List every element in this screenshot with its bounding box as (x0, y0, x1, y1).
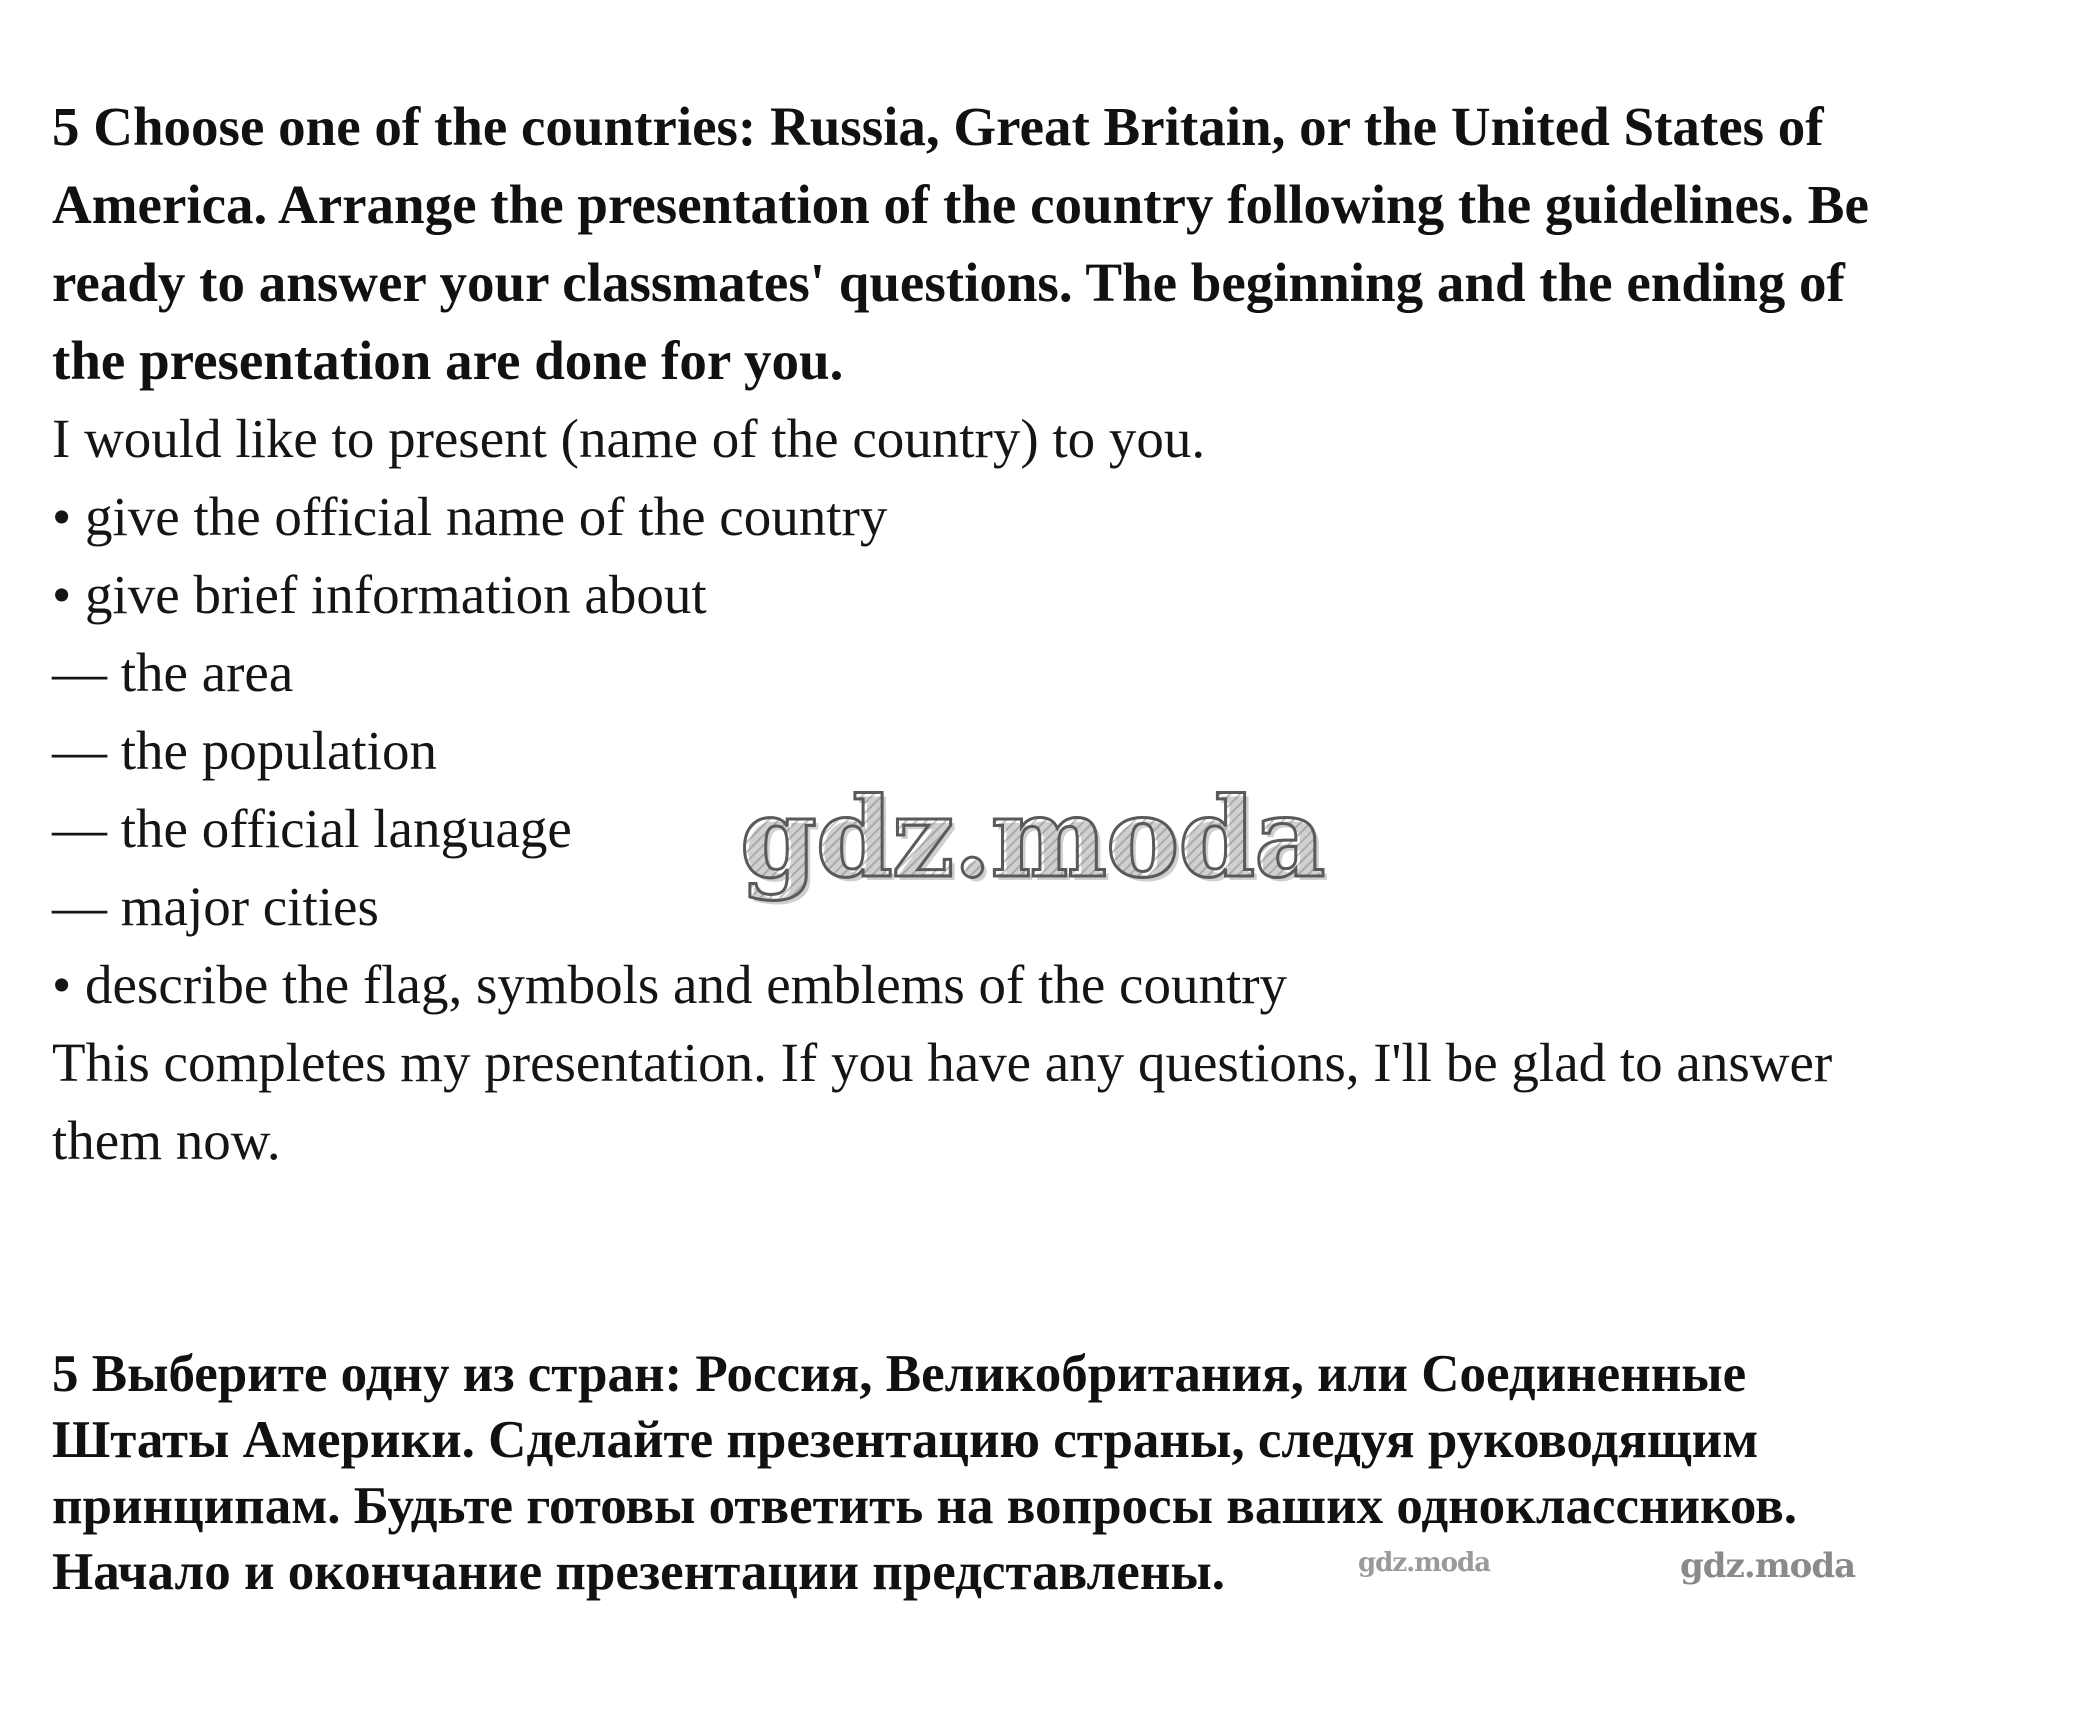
guideline-bullet: • describe the flag, symbols and emblems of the country (52, 954, 1288, 1015)
instruction-line: America. Arrange the presentation of the country following the guidelines. Be (52, 174, 1869, 235)
guideline-subitem: — the official language (52, 798, 572, 859)
guideline-subitem: — major cities (52, 876, 379, 937)
presentation-closing: This completes my presentation. If you have any questions, I'll be glad to answer (52, 1032, 1833, 1093)
instruction-line-ru: Начало и окончание презентации представлены. (52, 1543, 1225, 1601)
instruction-line: 5 Choose one of the countries: Russia, Great Britain, or the United States of (52, 96, 1824, 157)
instruction-line: the presentation are done for you. (52, 330, 844, 391)
watermark-small: gdz.moda (1680, 1546, 1856, 1586)
guideline-bullet: • give the official name of the country (52, 486, 888, 547)
instruction-line-ru: 5 Выберите одну из стран: Россия, Великобритания, или Соединенные (52, 1345, 1747, 1403)
guideline-bullet: • give brief information about (52, 564, 707, 625)
instruction-line-ru: Штаты Америки. Сделайте презентацию страны, следуя руководящим (52, 1411, 1759, 1469)
watermark-large: gdz.moda (740, 773, 1325, 902)
instruction-line-ru: принципам. Будьте готовы ответить на вопросы ваших одноклассников. (52, 1477, 1797, 1535)
presentation-opening: I would like to present (name of the country) to you. (52, 408, 1206, 469)
instruction-line: ready to answer your classmates' questions. The beginning and the ending of (52, 252, 1845, 313)
presentation-closing: them now. (52, 1110, 281, 1171)
guideline-subitem: — the population (52, 720, 437, 781)
watermark-small: gdz.moda (1358, 1548, 1491, 1578)
guideline-subitem: — the area (52, 642, 294, 703)
exercise-english (52, 88, 2042, 1180)
